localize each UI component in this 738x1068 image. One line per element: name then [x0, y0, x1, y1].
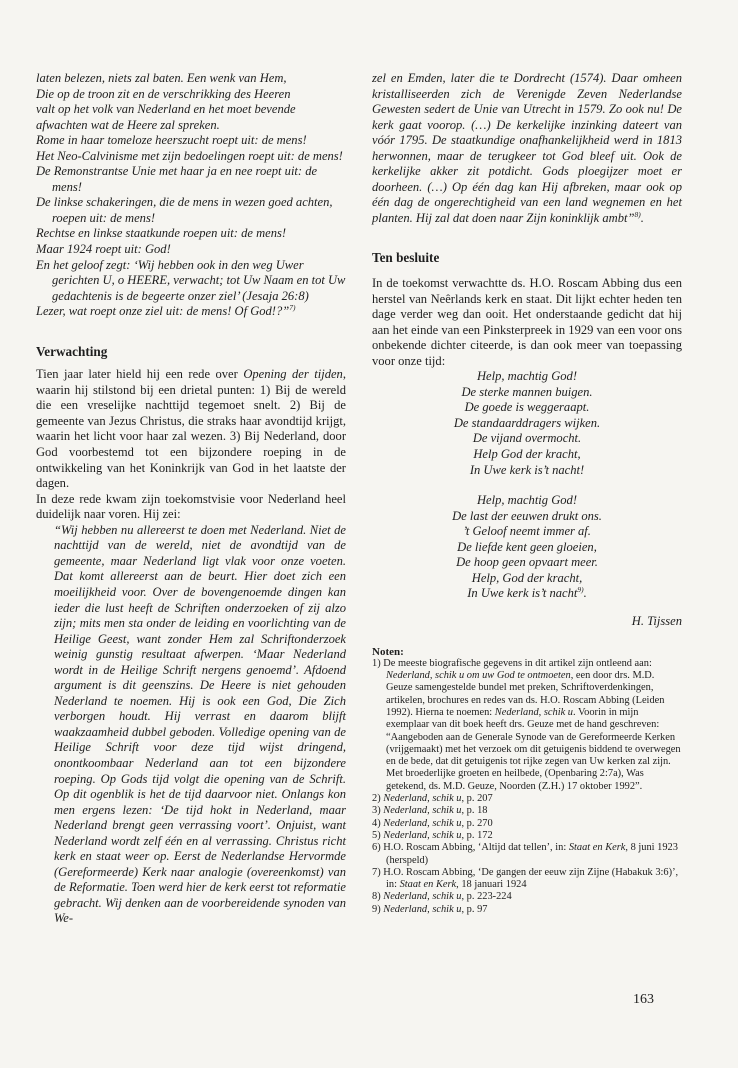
- footnote-number: 2): [372, 793, 381, 805]
- book-title-short: Nederland, schik u: [383, 805, 462, 817]
- paragraph-conclusion: In de toekomst verwachtte ds. H.O. Roscam Abbing dus een herstel van Neêrlands kerk en staat. Dit lijkt echter heden ten dage verder weg dan ooit. Het onderstaande gedicht dat hij aan het einde van een Pinksterpreek in 1929 van een voor ons onbekende dichter citeerde, is dan ook meer van toepassing voor onze tijd:: [372, 276, 682, 368]
- notes-title: Noten:: [372, 645, 404, 658]
- quote-closing-text: Lezer, wat roept onze ziel uit: de mens! Of God!?”: [36, 304, 290, 319]
- footnotes: [372, 646, 682, 917]
- book-title-short: Nederland, schik u: [494, 706, 573, 718]
- footnote-number: 8): [372, 891, 384, 903]
- footnote: [372, 842, 682, 867]
- quote-continuation-text: zel en Emden, later die te Dordrecht (1574). Daar omheen kristalliseerden zich de Verenigde Zeven Nederlandse Gewesten sedert de Unie van Utrecht in 1579. Zo ook nu! De kerk gaat voorop. (…) De kerkelijke inzinking dateert van vóór 1795. De staatkundige onafhankelijkheid werd in 1813 herwonnen, maar de terugkeer tot God bleef uit. Ook de kerkelijke akker zit potdicht. Gods ploegijzer moet er doorheen. (…) Op één dag kan Hij afbreken, maar ook op één dag de ongerechtigheid van een land wegnemen en het planten. Hij zal dat doen naar Zijn koninklijk ambt”: [372, 71, 682, 225]
- poem-stanza-2: [372, 493, 682, 602]
- speech-quote: “Wij hebben nu allereerst te doen met Nederland. Niet de nachttijd van de wereld, niet de avondtijd van de gemeente, maar Nederland ligt vlak voor onze voeten. Dat komt allereerst aan de beurt. Hier doet zich een moeilijkheid voor. Over de bovengenoemde dingen kan ieder die lust heeft de Schriften onderzoeken of zij alzo zijn; mits men sta onder de leiding en voorlichting van de Heilige Geest, want zonder Hem zal Schriftonderzoek weinig gunstig resultaat afwerpen. ‘Maar Nederland wordt in de Heilige Schrift nergens genoemd’. Afdoend argument is dit geenszins. De Heere is niet gehouden Nederland te noemen. Hij is ook een God, Die Zich verborgen houdt. Hij verrast en daarom blijft waakzaamheid dubbel geboden. Volledige opening van de Heilige Schrift voor deze tijd wijst dringend, onontkoombaar Nederland aan tot een bijzondere roeping. Op Gods tijd volgt die opening van de Schrift. Op dit ogenblik is het de tijd daarvoor niet. Onlangs kon men ergens lezen: ‘De tijd hokt in Nederland, maar Nederland brengt geen verrassing voort’. Onjuist, want Nederland wordt zelf één en al verrassing. Christus richt kerk en staat weer op. Eerst de Nederlandse Hervormde (Gereformeerde) Kerk naar analogie (overeenkomst) van de Reformatie. Toen werd hier de kerk eerst tot reformatie gebracht. Wij denken aan de voorbereidende synoden van We-: [54, 522, 346, 926]
- footnote-page: , p. 18: [461, 805, 488, 817]
- footnote: [372, 818, 682, 830]
- footnote-ref: 8): [634, 209, 641, 219]
- footnote-text: , 18 januari 1924: [456, 879, 527, 891]
- footnote: [372, 891, 682, 903]
- poem-line: In Uwe kerk is’t nacht!: [469, 462, 585, 477]
- quote-item: De linkse schakeringen, die de mens in wezen goed achten, roepen uit: de mens!: [36, 195, 333, 225]
- quote-line: Die op de troon zit en de verschrikking des Heeren: [36, 86, 291, 101]
- footnote: [372, 904, 682, 916]
- paragraph-text: , waarin hij stilstond bij een drietal punten: 1) Bij de wereld die een vreselijke nachttijd tegemoet snelt. 2) Bij de gemeente van Jezus Christus, die straks haar avondtijd krijgt, waarin het licht voor haar zal wezen. 3) Bij Nederland, door God voorbestemd tot een bijzondere roeping in de ontwikkeling van het Koninkrijk van God in het laatste der dagen.: [36, 367, 346, 491]
- book-title-short: Nederland, schik u: [383, 829, 462, 841]
- poem-line: Help God der kracht,: [473, 447, 581, 462]
- footnote-text: 6) H.O. Roscam Abbing, ‘Altijd dat tellen’, in:: [372, 842, 569, 854]
- footnote-text: , 8 juni 1923 (herspeld): [386, 842, 678, 866]
- footnote-page: , p. 270: [461, 817, 493, 829]
- book-title-short: Nederland, schik u: [383, 793, 462, 805]
- book-title: Nederland, schik u om uw God te ontmoeten: [386, 670, 571, 682]
- book-title-short: Nederland, schik u: [383, 817, 462, 829]
- book-title-short: Nederland, schik u: [383, 891, 462, 903]
- quote-item: Het Neo-Calvinisme met zijn bedoelingen roept uit: de mens!: [36, 148, 343, 163]
- footnote: [372, 793, 682, 805]
- quote-item: De Remonstrantse Unie met haar ja en nee roept uit: de mens!: [36, 164, 318, 194]
- footnote-text: , een door drs. M.D. Geuze samengestelde bundel met preken, Schriftoverdenkingen, artikelen, brochures en redes van ds. H.O. Roscam Abbing (Leiden 1992). Hierna te noemen:: [386, 670, 665, 718]
- footnote-number: 3): [372, 805, 381, 817]
- poem-line: Help, machtig God!: [476, 493, 577, 508]
- footnote-number: 9): [372, 903, 384, 915]
- author-signature: H. Tijssen: [631, 613, 682, 628]
- page-number: 163: [633, 992, 654, 1007]
- poem-line: De last der eeuwen drukt ons.: [452, 508, 602, 523]
- footnote-text: . Voorin in mijn exemplaar van dit boek heeft drs. Geuze met de hand geschreven: “Aangeboden aan de Generale Synode van de Gereformeerde Kerken (vrijgemaakt) met het verzoek om dit getuigenis biddend te overwegen en de bede, dat dit getuigenis tot rijke zegen van Uw kerken zal zijn. Met broederlijke groeten en heilbede, (Openbaring 2:7a), Was getekend, ds. M.D. Geuze, Noorden (Z.H.) 17 oktober 1992”.: [386, 706, 681, 792]
- footnote: [372, 830, 682, 842]
- footnote-page: , p. 172: [461, 829, 493, 841]
- footnote-page: , p. 207: [461, 793, 493, 805]
- footnote-number: 4): [372, 817, 381, 829]
- footnote-page: , p. 223-224: [461, 891, 512, 903]
- speech-title: Opening der tijden: [243, 367, 343, 382]
- poem-line-last: In Uwe kerk is’t nacht$^{9)}$.: [467, 585, 587, 601]
- quote-item: Rechtse en linkse staatkunde roepen uit: de mens!: [36, 226, 287, 241]
- quote-item: Rome in haar tomeloze heerszucht roept uit: de mens!: [36, 133, 307, 148]
- section-heading-verwachting: Verwachting: [36, 343, 108, 359]
- poem-line: ’t Geloof neemt immer af.: [463, 524, 591, 539]
- poem-line: De vijand overmocht.: [472, 431, 582, 446]
- quote-item: Maar 1924 roept uit: God!: [36, 242, 171, 257]
- poem-line: De liefde kent geen gloeien,: [457, 539, 597, 554]
- right-column: [372, 71, 682, 916]
- footnote-number: 5): [372, 829, 381, 841]
- quote-line: valt op het volk van Nederland en het moet bevende: [36, 102, 296, 117]
- paragraph-vision: In deze rede kwam zijn toekomstvisie voor Nederland heel duidelijk naar voren. Hij zei:: [36, 491, 346, 522]
- poem-stanza-1: [372, 369, 682, 478]
- footnote: [372, 805, 682, 817]
- paragraph-intro: [36, 367, 346, 491]
- quote-line: afwachten wat de Heere zal spreken.: [36, 117, 220, 132]
- footnote-text: 1) De meeste biografische gegevens in dit artikel zijn ontleend aan:: [372, 657, 652, 669]
- poem-line: De goede is weggeraapt.: [464, 400, 590, 415]
- poem-line: De sterke mannen buigen.: [461, 384, 593, 399]
- footnote: [372, 867, 682, 892]
- paragraph-text: Tien jaar later hield hij een rede over: [36, 367, 244, 382]
- journal-title: Staat en Kerk: [399, 879, 457, 891]
- poem-line: Help, God der kracht,: [471, 570, 583, 585]
- footnote-ref: 7): [289, 303, 296, 313]
- poem-line-text: In Uwe kerk is’t nacht: [467, 586, 578, 601]
- poem-line: Help, machtig God!: [476, 369, 577, 384]
- book-title-short: Nederland, schik u: [383, 903, 462, 915]
- quote-opening: [36, 71, 346, 320]
- footnote-text: 7) H.O. Roscam Abbing, ‘De gangen der eeuw zijn Zijne (Habakuk 3:6)’, in:: [372, 866, 679, 891]
- poem-line: De hoop geen opvaart meer.: [456, 555, 598, 570]
- quote-continuation: zel en Emden, later die te Dordrecht (1574). Daar omheen kristalliseerden zich de Verenigde Zeven Nederlandse Gewesten sedert de Unie van Utrecht in 1579. Zo ook nu! De kerk gaat voorop. (…) De kerkelijke inzinking dateert van vóór 1795. De staatkundige onafhankelijkheid werd in 1813 herwonnen, maar de terugkeer tot God bleef uit. Ook de kerkelijke akker zit potdicht. Gods ploegijzer moet er doorheen. (…) Op één dag kan Hij afbreken, maar ook op één dag de ongerechtigheid van een land wegnemen en het planten. Hij zal dat doen naar Zijn koninklijk ambt”$^{8)}$.: [372, 71, 682, 225]
- section-heading-ten-besluite: Ten besluite: [372, 250, 440, 266]
- journal-title: Staat en Kerk: [568, 842, 626, 854]
- footnote-ref: 9): [577, 585, 584, 595]
- left-column: [36, 71, 346, 927]
- quote-item: En het geloof zegt: ‘Wij hebben ook in den weg Uwer gerichten U, o HEERE, verwacht; tot Uw Naam en tot Uw gedachtenis is de begeerte onzer ziel’ (Jesaja 26:8): [36, 257, 346, 303]
- footnote-page: , p. 97: [461, 903, 488, 915]
- poem-line: De standaarddragers wijken.: [453, 415, 601, 430]
- footnote: [372, 658, 682, 793]
- quote-closing: [36, 304, 346, 320]
- quote-line: laten belezen, niets zal baten. Een wenk van Hem,: [36, 71, 287, 85]
